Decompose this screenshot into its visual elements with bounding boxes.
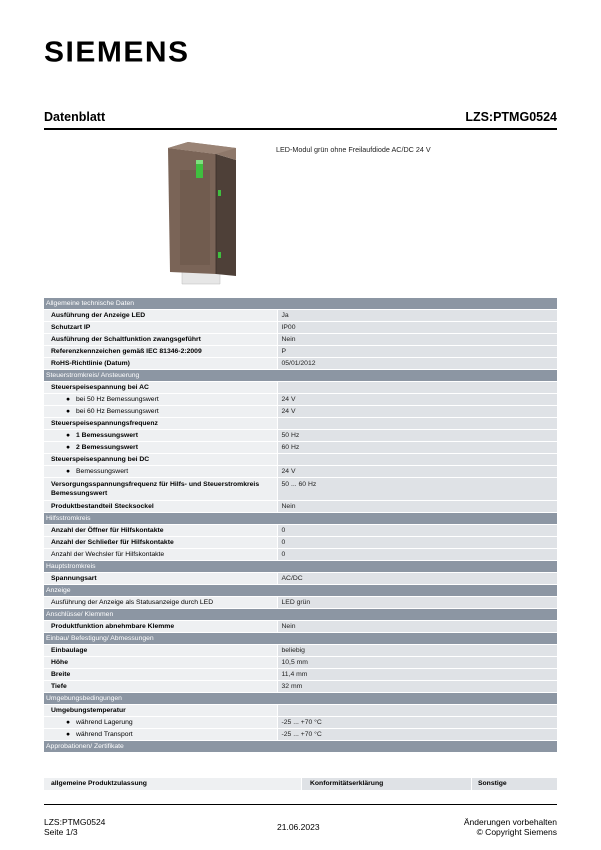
table-row: Steuerspeisespannung bei AC: [44, 382, 557, 394]
table-row: Produktbestandteil Stecksockel Nein: [44, 501, 557, 513]
table-row: Steuerspeisespannung bei DC: [44, 454, 557, 466]
siemens-logo: SIEMENS: [44, 36, 190, 69]
table-row: Höhe 10,5 mm: [44, 657, 557, 669]
table-row: RoHS-Richtlinie (Datum) 05/01/2012: [44, 358, 557, 370]
footer-product-code: LZS:PTMG0524: [44, 817, 106, 827]
product-description: LED-Modul grün ohne Freilaufdiode AC/DC 24 V: [276, 145, 431, 154]
approval-col-general: allgemeine Produktzulassung: [44, 778, 301, 790]
section-header-general: Allgemeine technische Daten: [44, 298, 557, 310]
table-row: Spannungsart AC/DC: [44, 573, 557, 585]
bullet-icon: ●: [66, 444, 71, 451]
table-row: Ausführung der Anzeige LED Ja: [44, 310, 557, 322]
table-row: Ausführung der Schaltfunktion zwangsgeführt Nein: [44, 334, 557, 346]
table-row: ● 1 Bemessungswert 50 Hz: [44, 430, 557, 442]
table-row: Produktfunktion abnehmbare Klemme Nein: [44, 621, 557, 633]
section-header-auxiliary: Hilfsstromkreis: [44, 513, 557, 525]
table-row: Versorgungsspannungsfrequenz für Hilfs- und Steuerstromkreis Bemessungswert 50 ... 60 Hz: [44, 478, 557, 501]
approval-col-conformity: Konformitätserklärung: [301, 778, 471, 790]
table-row: Referenzkennzeichen gemäß IEC 81346-2:2009 P: [44, 346, 557, 358]
table-row: Steuerspeisespannungsfrequenz: [44, 418, 557, 430]
table-row: Umgebungstemperatur: [44, 705, 557, 717]
document-title: Datenblatt: [44, 110, 106, 124]
footer-date: 21.06.2023: [277, 822, 320, 832]
section-header-approvals: Approbationen/ Zertifikate: [44, 741, 557, 753]
table-row: Schutzart IP IP00: [44, 322, 557, 334]
table-row: ● Bemessungswert 24 V: [44, 466, 557, 478]
table-row: Anzahl der Öffner für Hilfskontakte 0: [44, 525, 557, 537]
footer-copyright: © Copyright Siemens: [476, 827, 557, 837]
section-header-control: Steuerstromkreis/ Ansteuerung: [44, 370, 557, 382]
document-header: [44, 108, 557, 130]
table-row: Breite 11,4 mm: [44, 669, 557, 681]
table-row: ● während Lagerung -25 ... +70 °C: [44, 717, 557, 729]
footer-page-number: Seite 1/3: [44, 827, 78, 837]
bullet-icon: ●: [66, 719, 71, 726]
table-row: ● 2 Bemessungswert 60 Hz: [44, 442, 557, 454]
product-image: [158, 140, 244, 290]
approvals-header-row: [44, 778, 557, 790]
table-row: Anzahl der Schließer für Hilfskontakte 0: [44, 537, 557, 549]
table-row: Ausführung der Anzeige als Statusanzeige durch LED LED grün: [44, 597, 557, 609]
bullet-icon: ●: [66, 731, 71, 738]
section-header-display: Anzeige: [44, 585, 557, 597]
bullet-icon: ●: [66, 432, 71, 439]
table-row: Anzahl der Wechsler für Hilfskontakte 0: [44, 549, 557, 561]
section-header-main: Hauptstromkreis: [44, 561, 557, 573]
bullet-icon: ●: [66, 408, 71, 415]
table-row: ● bei 60 Hz Bemessungswert 24 V: [44, 406, 557, 418]
footer-divider: [44, 804, 557, 805]
footer-notice: Änderungen vorbehalten: [463, 817, 557, 827]
bullet-icon: ●: [66, 396, 71, 403]
approval-col-other: Sonstige: [471, 778, 557, 790]
product-code: LZS:PTMG0524: [465, 110, 557, 124]
section-header-connections: Anschlüsse/ Klemmen: [44, 609, 557, 621]
table-row: Tiefe 32 mm: [44, 681, 557, 693]
section-header-environment: Umgebungsbedingungen: [44, 693, 557, 705]
spec-table: [44, 298, 557, 753]
table-row: ● während Transport -25 ... +70 °C: [44, 729, 557, 741]
table-row: Einbaulage beliebig: [44, 645, 557, 657]
bullet-icon: ●: [66, 468, 71, 475]
table-row: ● bei 50 Hz Bemessungswert 24 V: [44, 394, 557, 406]
section-header-mounting: Einbau/ Befestigung/ Abmessungen: [44, 633, 557, 645]
